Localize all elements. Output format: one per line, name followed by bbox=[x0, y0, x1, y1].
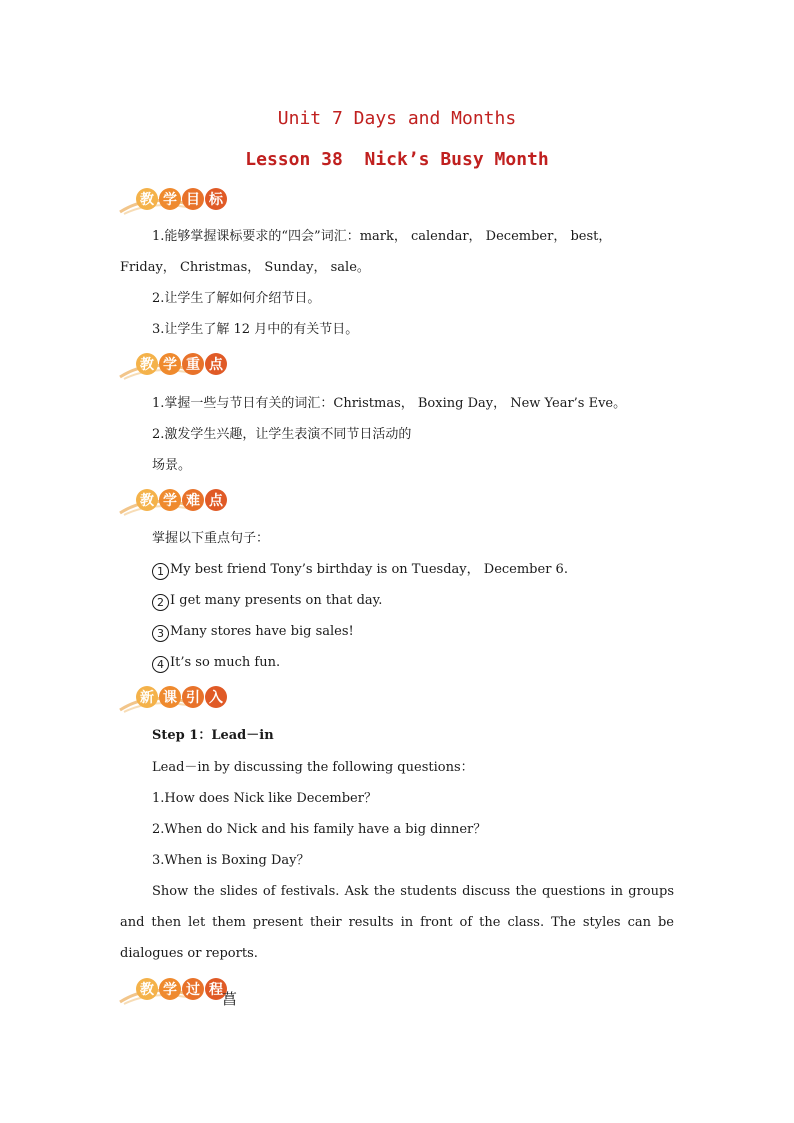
badge-char: 入 bbox=[205, 686, 227, 708]
badge-char: 教 bbox=[136, 978, 158, 1000]
badge-char: 目 bbox=[182, 188, 204, 210]
key-point-item-2-line-2: 场景。 bbox=[152, 458, 192, 473]
lead-in-paragraph: Show the slides of festivals. Ask the students discuss the questions in groups and then let them present their results in front of the class. The styles can be dialogues or reports. bbox=[120, 884, 674, 961]
key-sentence-1 bbox=[152, 561, 568, 580]
key-point-item-2-line-1: 2.激发学生兴趣，让学生表演不同节日活动的 bbox=[152, 427, 412, 442]
badge-char: 学 bbox=[159, 978, 181, 1000]
step-heading: Step 1：Lead－in bbox=[152, 728, 274, 743]
key-point-item-1: 1.掌握一些与节日有关的词汇：Christmas， Boxing Day， New Year’s Eve。 bbox=[152, 396, 627, 411]
badge-char: 标 bbox=[205, 188, 227, 210]
circled-number: 1 bbox=[152, 563, 169, 580]
badge-char: 难 bbox=[182, 489, 204, 511]
lead-in-question-2: 2.When do Nick and his family have a big dinner？ bbox=[152, 822, 487, 837]
circled-number: 2 bbox=[152, 594, 169, 611]
key-points-badge bbox=[118, 353, 228, 379]
badge-char: 课 bbox=[159, 686, 181, 708]
badge-char: 教 bbox=[136, 353, 158, 375]
circled-number: 4 bbox=[152, 656, 169, 673]
key-sentence-2 bbox=[152, 592, 382, 611]
key-sentence-4 bbox=[152, 654, 280, 673]
badge-char: 学 bbox=[159, 188, 181, 210]
badge-char: 教 bbox=[136, 489, 158, 511]
sentence-text: It’s so much fun. bbox=[170, 655, 281, 670]
lead-in-question-3: 3.When is Boxing Day？ bbox=[152, 853, 310, 868]
difficulties-badge bbox=[118, 489, 228, 515]
badge-char: 教 bbox=[136, 188, 158, 210]
process-trailing-char: 菖 bbox=[222, 990, 238, 1008]
key-sentence-3 bbox=[152, 623, 354, 642]
objective-item-2: 2.让学生了解如何介绍节日。 bbox=[152, 291, 321, 306]
objective-item-3: 3.让学生了解 12 月中的有关节日。 bbox=[152, 322, 359, 337]
circled-number: 3 bbox=[152, 625, 169, 642]
difficulties-intro: 掌握以下重点句子： bbox=[152, 531, 270, 546]
badge-char: 点 bbox=[205, 353, 227, 375]
badge-char: 引 bbox=[182, 686, 204, 708]
sentence-text: I get many presents on that day. bbox=[170, 593, 383, 608]
process-badge bbox=[118, 978, 228, 1004]
sentence-text: My best friend Tony’s birthday is on Tuesday， December 6. bbox=[170, 562, 568, 577]
badge-char: 新 bbox=[136, 686, 158, 708]
lead-in-badge bbox=[118, 686, 228, 712]
lead-in-question-1: 1.How does Nick like December？ bbox=[152, 791, 377, 806]
objectives-badge bbox=[118, 188, 228, 214]
lead-in-intro: Lead－in by discussing the following questions： bbox=[152, 760, 474, 775]
objective-item-1-line-1: 1.能够掌握课标要求的“四会”词汇：mark， calendar， December， best， bbox=[152, 229, 612, 244]
badge-char: 学 bbox=[159, 353, 181, 375]
badge-char: 点 bbox=[205, 489, 227, 511]
badge-char: 过 bbox=[182, 978, 204, 1000]
lesson-title: Lesson 38 Nick’s Busy Month bbox=[245, 149, 549, 170]
badge-char: 重 bbox=[182, 353, 204, 375]
sentence-text: Many stores have big sales! bbox=[170, 624, 354, 639]
badge-char: 学 bbox=[159, 489, 181, 511]
objective-item-1-line-2: Friday， Christmas， Sunday， sale。 bbox=[120, 260, 370, 275]
badge-char: 程 bbox=[205, 978, 227, 1000]
unit-title: Unit 7 Days and Months bbox=[277, 108, 517, 129]
